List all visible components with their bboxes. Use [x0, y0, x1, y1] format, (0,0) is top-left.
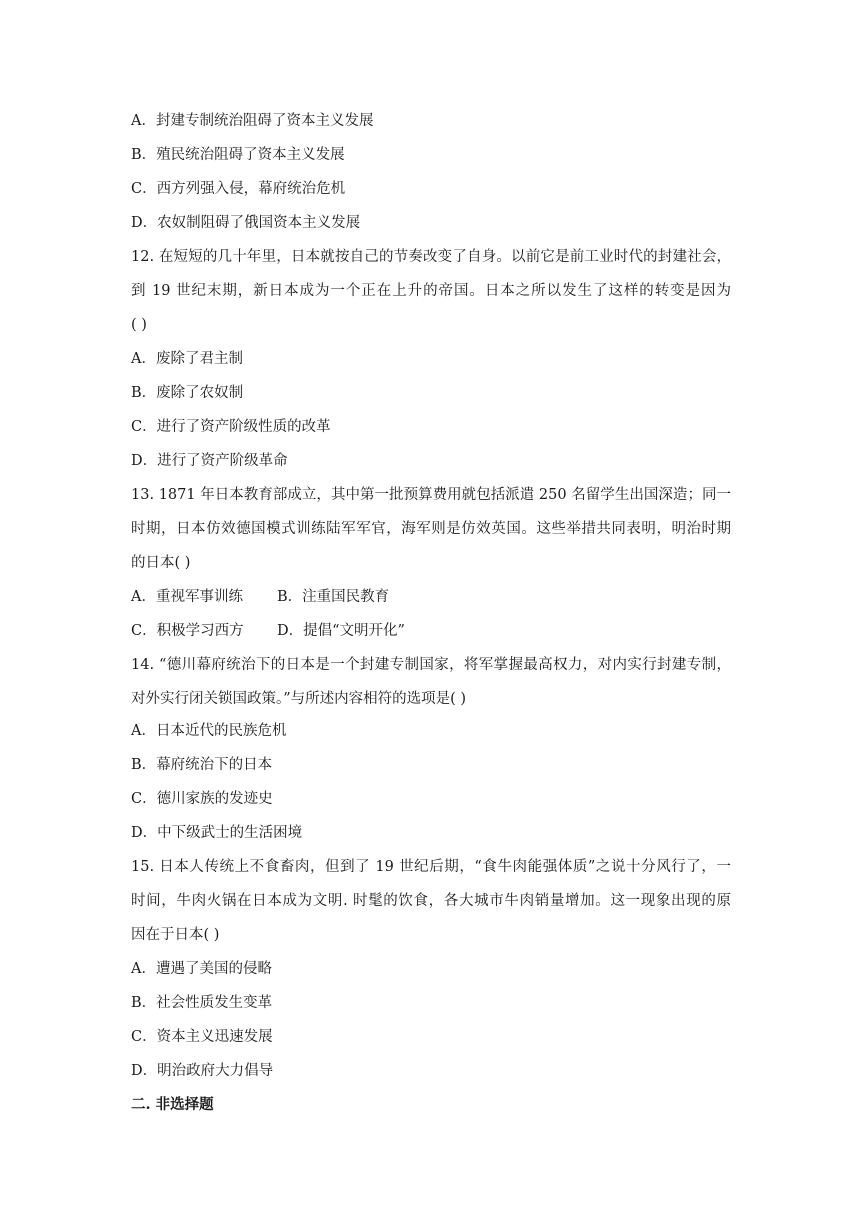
q13-stem-line-1: 13. 1871 年日本教育部成立，其中第一批预算费用就包括派遣 250 名留学生出国深造；同一: [131, 487, 731, 503]
q11-option-b: B．殖民统治阻碍了资本主义发展: [131, 147, 345, 163]
q13-option-c: C．积极学习西方: [131, 623, 244, 639]
q15-option-d: D．明治政府大力倡导: [131, 1063, 274, 1079]
q12-option-c: C．进行了资产阶级性质的改革: [131, 419, 331, 435]
q14-option-a: A．日本近代的民族危机: [131, 723, 287, 739]
q15-stem-line-1: 15. 日本人传统上不食畜肉，但到了 19 世纪后期，“食牛肉能强体质”之说十分风行了，一: [131, 859, 731, 875]
q14-option-d: D．中下级武士的生活困境: [131, 825, 303, 841]
q15-stem-line-3: 因在于日本( ): [131, 927, 220, 943]
q13-option-b: B．注重国民教育: [277, 589, 390, 605]
q12-option-b: B．废除了农奴制: [131, 385, 244, 401]
q13-options-row-1: [131, 587, 731, 607]
q13-option-a: A．重视军事训练: [131, 589, 243, 605]
q14-stem-line-2: 对外实行闭关锁国政策。”与所述内容相符的选项是( ): [131, 691, 467, 707]
q14-stem-line-1: 14. “德川幕府统治下的日本是一个封建专制国家，将军掌握最高权力，对内实行封建专制，: [131, 657, 731, 673]
q12-stem-line-2: 到 19 世纪末期，新日本成为一个正在上升的帝国。日本之所以发生了这样的转变是因为: [131, 283, 731, 299]
q15-stem-line-2: 时间，牛肉火锅在日本成为文明. 时髦的饮食，各大城市牛肉销量增加。这一现象出现的原: [131, 893, 731, 909]
q11-option-a: A．封建专制统治阻碍了资本主义发展: [131, 113, 374, 129]
q13-option-d: D．提倡“文明开化”: [277, 623, 405, 639]
q11-option-c: C．西方列强入侵，幕府统治危机: [131, 181, 346, 197]
q13-options-row-2: [131, 621, 731, 641]
q15-option-a: A．遭遇了美国的侵略: [131, 961, 272, 977]
section-2-heading: 二. 非选择题: [131, 1096, 214, 1113]
q12-answer-blank: ( ): [131, 317, 147, 333]
q12-stem-line-1: 12. 在短短的几十年里，日本就按自己的节奏改变了自身。以前它是前工业时代的封建社会，: [131, 249, 731, 265]
q12-option-d: D．进行了资产阶级革命: [131, 453, 288, 469]
q14-option-c: C．德川家族的发迹史: [131, 791, 273, 807]
q14-option-b: B．幕府统治下的日本: [131, 757, 273, 773]
q11-option-d: D．农奴制阻碍了俄国资本主义发展: [131, 215, 361, 231]
q12-option-a: A．废除了君主制: [131, 351, 243, 367]
q15-option-b: B．社会性质发生变革: [131, 995, 273, 1011]
q13-stem-line-3: 的日本( ): [131, 555, 191, 571]
q15-option-c: C．资本主义迅速发展: [131, 1029, 273, 1045]
q13-stem-line-2: 时期，日本仿效德国模式训练陆军军官，海军则是仿效英国。这些举措共同表明，明治时期: [131, 521, 731, 537]
